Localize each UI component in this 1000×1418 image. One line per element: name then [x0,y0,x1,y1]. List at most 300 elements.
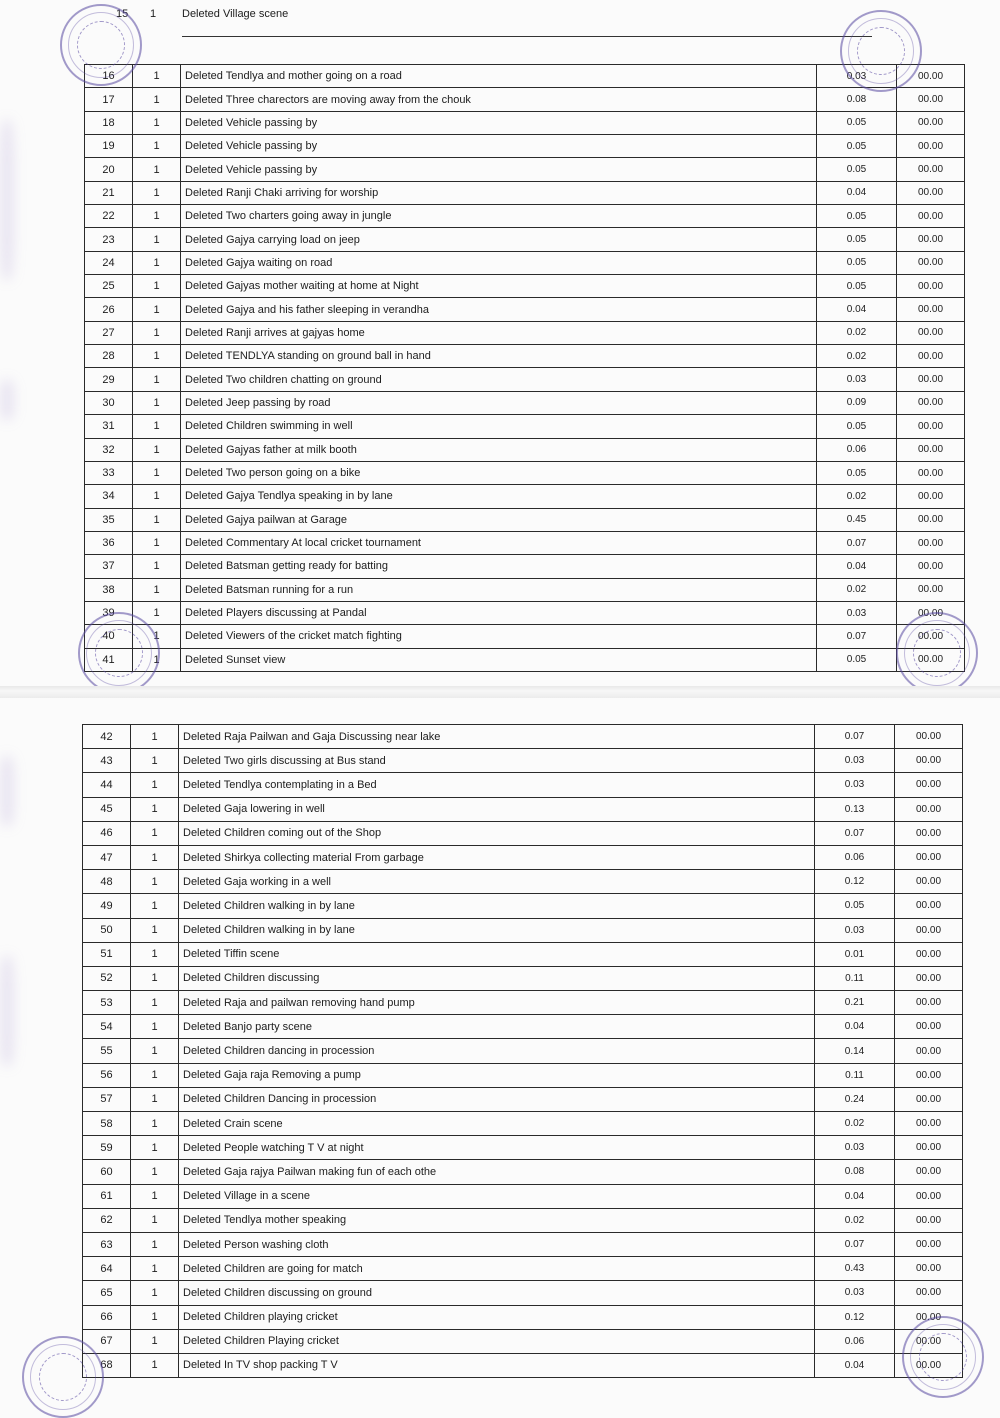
row-number: 16 [85,65,133,88]
row-duration: 0.07 [815,821,895,845]
row-count: 1 [133,415,181,438]
row-changes: 00.00 [895,1232,963,1256]
row-duration: 0.03 [815,918,895,942]
row-count: 1 [131,1281,179,1305]
row-changes: 00.00 [897,228,965,251]
row-changes: 00.00 [895,1305,963,1329]
row-changes: 00.00 [895,991,963,1015]
row-number: 15 [116,8,129,20]
table-row [83,845,963,869]
table-row [85,368,965,391]
row-count: 1 [133,555,181,578]
row-description: Deleted Viewers of the cricket match fighting [181,625,817,648]
row-duration: 0.02 [817,345,897,368]
row-changes: 00.00 [895,1087,963,1111]
table-row [85,111,965,134]
row-count: 1 [133,88,181,111]
row-duration: 0.05 [817,251,897,274]
row-duration: 0.06 [815,1329,895,1353]
row-description: Deleted Vehicle passing by [181,158,817,181]
row-number: 29 [85,368,133,391]
row-count: 1 [133,298,181,321]
row-number: 62 [83,1208,131,1232]
row-duration: 0.03 [817,65,897,88]
row-number: 64 [83,1257,131,1281]
row-description: Deleted Tendlya contemplating in a Bed [179,773,815,797]
row-changes: 00.00 [895,918,963,942]
row-changes: 00.00 [897,321,965,344]
row-count: 1 [131,725,179,749]
row-description: Deleted Village in a scene [179,1184,815,1208]
row-changes: 00.00 [897,88,965,111]
row-number: 56 [83,1063,131,1087]
row-number: 59 [83,1136,131,1160]
table-row [83,1112,963,1136]
row-changes: 00.00 [895,942,963,966]
row-duration: 0.05 [817,648,897,671]
table-row [83,1281,963,1305]
row-count: 1 [131,1305,179,1329]
table-row [85,391,965,414]
table-row [85,625,965,648]
table-row [83,1087,963,1111]
row-description: Deleted Gajya carrying load on jeep [181,228,817,251]
row-duration: 0.09 [817,391,897,414]
row-number: 19 [85,135,133,158]
table-row [83,1184,963,1208]
row-duration: 0.05 [817,135,897,158]
row-description: Deleted Children Playing cricket [179,1329,815,1353]
row-count: 1 [131,1184,179,1208]
row-changes: 00.00 [897,531,965,554]
row-duration: 0.05 [817,111,897,134]
row-description: Deleted Jeep passing by road [181,391,817,414]
row-count: 1 [133,461,181,484]
row-number: 47 [83,845,131,869]
row-description: Deleted Tiffin scene [179,942,815,966]
row-duration: 0.04 [815,1184,895,1208]
row-count: 1 [133,438,181,461]
row-description: Deleted Person washing cloth [179,1232,815,1256]
row-count: 1 [131,1160,179,1184]
table-row [83,894,963,918]
row-changes: 00.00 [895,749,963,773]
row-description: Deleted Ranji arrives at gajyas home [181,321,817,344]
official-stamp [22,1336,104,1418]
row-changes: 00.00 [895,725,963,749]
row-duration: 0.04 [815,1353,895,1377]
row-description: Deleted Vehicle passing by [181,111,817,134]
row-duration: 0.05 [817,158,897,181]
row-changes: 00.00 [895,797,963,821]
row-duration: 0.03 [817,601,897,624]
row-count: 1 [131,1063,179,1087]
row-description: Deleted Gajya pailwan at Garage [181,508,817,531]
table-row [83,1160,963,1184]
row-count: 1 [133,625,181,648]
row-duration: 0.03 [817,368,897,391]
row-count: 1 [133,531,181,554]
scan-smudge [0,120,14,280]
row-duration: 0.05 [817,205,897,228]
row-number: 24 [85,251,133,274]
row-number: 65 [83,1281,131,1305]
table-row [85,228,965,251]
row-count: 1 [131,821,179,845]
row-count: 1 [133,181,181,204]
row-changes: 00.00 [897,135,965,158]
row-count: 1 [131,1257,179,1281]
row-count: 1 [133,228,181,251]
table-row [83,749,963,773]
row-count: 1 [131,1087,179,1111]
row-duration: 0.04 [817,181,897,204]
row-description: Deleted Three charectors are moving away from the chouk [181,88,817,111]
table-row [85,88,965,111]
row-description: Deleted Ranji Chaki arriving for worship [181,181,817,204]
table-row [83,797,963,821]
row-description: Deleted Commentary At local cricket tournament [181,531,817,554]
row-description: Deleted TENDLYA standing on ground ball in hand [181,345,817,368]
row-description: Deleted Gajyas father at milk booth [181,438,817,461]
row-duration: 0.03 [815,749,895,773]
table-row [83,966,963,990]
table-row [83,1232,963,1256]
row-number: 30 [85,391,133,414]
table-row [83,1353,963,1377]
row-duration: 0.07 [815,725,895,749]
row-count: 1 [131,1208,179,1232]
row-changes: 00.00 [897,391,965,414]
row-duration: 0.12 [815,1305,895,1329]
row-changes: 00.00 [897,298,965,321]
row-duration: 0.07 [815,1232,895,1256]
row-duration: 0.21 [815,991,895,1015]
row-count: 1 [133,485,181,508]
official-stamp [896,612,978,694]
row-changes: 00.00 [897,461,965,484]
row-changes: 00.00 [897,438,965,461]
row-count: 1 [133,368,181,391]
row-number: 23 [85,228,133,251]
row-duration: 0.07 [817,531,897,554]
row-count: 1 [133,65,181,88]
row-number: 55 [83,1039,131,1063]
table-row [83,1305,963,1329]
row-duration: 0.13 [815,797,895,821]
row-description: Deleted Raja and pailwan removing hand pump [179,991,815,1015]
row-changes: 00.00 [895,1184,963,1208]
row-count: 1 [131,991,179,1015]
table-row [83,773,963,797]
row-number: 57 [83,1087,131,1111]
row-changes: 00.00 [895,1329,963,1353]
row-count: 1 [133,321,181,344]
table-row [85,181,965,204]
table-row [85,415,965,438]
row-count: 1 [133,205,181,228]
row-changes: 00.00 [897,555,965,578]
row-count: 1 [133,158,181,181]
row-duration: 0.11 [815,966,895,990]
row-count: 1 [131,1039,179,1063]
row-count: 1 [133,391,181,414]
row-number: 25 [85,275,133,298]
row-description: Deleted Children walking in by lane [179,894,815,918]
row-number: 35 [85,508,133,531]
row-count: 1 [133,135,181,158]
row-changes: 00.00 [895,1257,963,1281]
row-changes: 00.00 [895,1281,963,1305]
row-description: Deleted Two children chatting on ground [181,368,817,391]
row-count: 1 [131,894,179,918]
row-count: 1 [133,345,181,368]
table-row [85,205,965,228]
row-changes: 00.00 [895,1015,963,1039]
row-description: Deleted Children coming out of the Shop [179,821,815,845]
row-changes: 00.00 [895,1039,963,1063]
row-duration: 0.45 [817,508,897,531]
row-count: 1 [131,1136,179,1160]
row-changes: 00.00 [897,158,965,181]
row-number: 44 [83,773,131,797]
deletion-table-page-1 [84,64,965,672]
row-number: 46 [83,821,131,845]
row-count: 1 [133,251,181,274]
table-row [85,275,965,298]
official-stamp [60,4,142,86]
table-row [85,298,965,321]
row-number: 68 [83,1353,131,1377]
table-row [85,531,965,554]
row-number: 63 [83,1232,131,1256]
row-count: 1 [150,8,157,20]
row-number: 37 [85,555,133,578]
row-number: 39 [85,601,133,624]
row-description: Deleted Children discussing [179,966,815,990]
table-row [85,251,965,274]
row-changes: 00.00 [897,368,965,391]
table-row [83,1039,963,1063]
row-duration: 0.24 [815,1087,895,1111]
row-duration: 0.05 [817,461,897,484]
row-count: 1 [131,797,179,821]
row-description: Deleted Raja Pailwan and Gaja Discussing near lake [179,725,815,749]
row-number: 52 [83,966,131,990]
row-duration: 0.02 [815,1112,895,1136]
row-number: 26 [85,298,133,321]
table-row [85,601,965,624]
row-duration: 0.07 [817,625,897,648]
row-description: Deleted People watching T V at night [179,1136,815,1160]
row-count: 1 [133,275,181,298]
row-duration: 0.08 [815,1160,895,1184]
row-number: 31 [85,415,133,438]
row-number: 58 [83,1112,131,1136]
row-changes: 00.00 [895,1208,963,1232]
row-description: Deleted Children playing cricket [179,1305,815,1329]
row-changes: 00.00 [895,1063,963,1087]
row-description: Deleted Two charters going away in jungle [181,205,817,228]
table-row [83,1063,963,1087]
row-changes: 00.00 [895,1353,963,1377]
row-changes: 00.00 [897,485,965,508]
row-count: 1 [131,870,179,894]
table-row [83,1329,963,1353]
row-number: 60 [83,1160,131,1184]
row-description: Deleted Children Dancing in procession [179,1087,815,1111]
row-changes: 00.00 [895,773,963,797]
official-stamp [78,612,160,694]
row-count: 1 [131,749,179,773]
row-changes: 00.00 [897,508,965,531]
row-number: 32 [85,438,133,461]
page-1 [0,0,1000,688]
row-changes: 00.00 [897,275,965,298]
row-description: Deleted Village scene [182,8,289,20]
table-row [83,1015,963,1039]
row-changes: 00.00 [897,601,965,624]
row-duration: 0.03 [815,1281,895,1305]
row-number: 20 [85,158,133,181]
row-number: 38 [85,578,133,601]
row-changes: 00.00 [895,821,963,845]
row-count: 1 [131,845,179,869]
row-count: 1 [131,773,179,797]
row-number: 50 [83,918,131,942]
table-row [83,725,963,749]
row-count: 1 [131,1353,179,1377]
row-count: 1 [131,1112,179,1136]
row-number: 17 [85,88,133,111]
row-changes: 00.00 [897,65,965,88]
row-count: 1 [131,1015,179,1039]
row-description: Deleted Children swimming in well [181,415,817,438]
row-description: Deleted Gajya waiting on road [181,251,817,274]
table-row [85,578,965,601]
row-description: Deleted Gajya Tendlya speaking in by lane [181,485,817,508]
scan-smudge [0,380,14,420]
table-row [85,321,965,344]
row-duration: 0.14 [815,1039,895,1063]
row-number: 22 [85,205,133,228]
row-number: 48 [83,870,131,894]
row-description: Deleted Batsman getting ready for batting [181,555,817,578]
row-number: 61 [83,1184,131,1208]
row-description: Deleted Children are going for match [179,1257,815,1281]
row-changes: 00.00 [895,1112,963,1136]
row-count: 1 [133,508,181,531]
row-number: 42 [83,725,131,749]
row-changes: 00.00 [895,894,963,918]
row-count: 1 [131,942,179,966]
row-number: 41 [85,648,133,671]
row-duration: 0.02 [817,321,897,344]
page-2 [0,696,1000,1415]
row-number: 40 [85,625,133,648]
row-changes: 00.00 [895,1136,963,1160]
row-description: Deleted Vehicle passing by [181,135,817,158]
row-description: Deleted Gajya and his father sleeping in verandha [181,298,817,321]
row-description: Deleted Players discussing at Pandal [181,601,817,624]
row-description: Deleted Banjo party scene [179,1015,815,1039]
row-number: 27 [85,321,133,344]
official-stamp [840,10,922,92]
row-number: 49 [83,894,131,918]
row-duration: 0.03 [815,773,895,797]
row-changes: 00.00 [897,181,965,204]
row-duration: 0.04 [817,555,897,578]
table-row [85,648,965,671]
official-stamp [902,1316,984,1398]
table-row [83,1257,963,1281]
row-description: Deleted In TV shop packing T V [179,1353,815,1377]
table-row [85,158,965,181]
row-description: Deleted Gaja lowering in well [179,797,815,821]
row-duration: 0.04 [815,1015,895,1039]
row-description: Deleted Children discussing on ground [179,1281,815,1305]
row-duration: 0.02 [817,578,897,601]
table-row [85,135,965,158]
row-changes: 00.00 [897,415,965,438]
row-description: Deleted Shirkya collecting material From garbage [179,845,815,869]
row-number: 53 [83,991,131,1015]
table-row [83,918,963,942]
row-description: Deleted Children walking in by lane [179,918,815,942]
table-row [85,65,965,88]
table-row [85,438,965,461]
row-duration: 0.01 [815,942,895,966]
row-changes: 00.00 [895,966,963,990]
row-number: 36 [85,531,133,554]
row-duration: 0.11 [815,1063,895,1087]
row-changes: 00.00 [897,578,965,601]
row-duration: 0.06 [815,845,895,869]
row-number: 21 [85,181,133,204]
row-description: Deleted Gaja raja Removing a pump [179,1063,815,1087]
row-duration: 0.43 [815,1257,895,1281]
row-duration: 0.08 [817,88,897,111]
row-duration: 0.12 [815,870,895,894]
row-count: 1 [131,918,179,942]
row-number: 67 [83,1329,131,1353]
scan-smudge [0,956,14,1066]
row-number: 66 [83,1305,131,1329]
row-duration: 0.05 [815,894,895,918]
row-duration: 0.06 [817,438,897,461]
row-count: 1 [131,966,179,990]
table-row [85,461,965,484]
row-duration: 0.05 [817,228,897,251]
row-changes: 00.00 [895,1160,963,1184]
row-changes: 00.00 [897,111,965,134]
row-number: 33 [85,461,133,484]
scan-smudge [0,756,14,826]
row-count: 1 [133,601,181,624]
row-duration: 0.02 [817,485,897,508]
row-description: Deleted Crain scene [179,1112,815,1136]
row-count: 1 [133,578,181,601]
table-row [85,485,965,508]
table-row [83,1208,963,1232]
table-row [83,870,963,894]
row-count: 1 [131,1329,179,1353]
table-row [83,821,963,845]
row-description: Deleted Tendlya mother speaking [179,1208,815,1232]
row-description: Deleted Two girls discussing at Bus stand [179,749,815,773]
row-duration: 0.03 [815,1136,895,1160]
row-number: 28 [85,345,133,368]
